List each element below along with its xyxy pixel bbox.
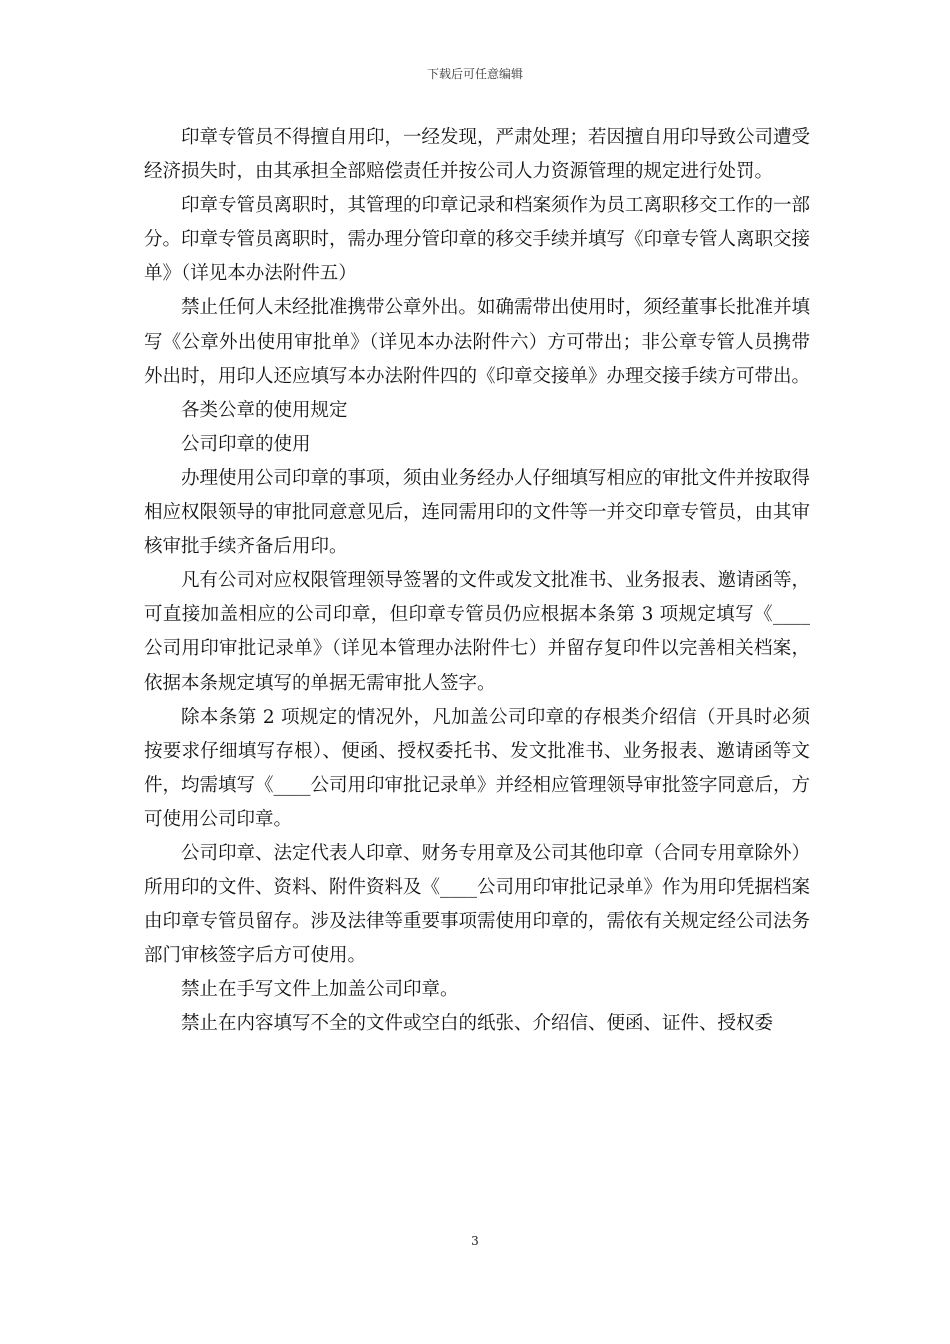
paragraph-approval-process: 办理使用公司印章的事项，须由业务经办人仔细填写相应的审批文件并按取得相应权限领导的审批同意意见后，连同需用印的文件等一并交印章专管员，由其审核审批手续齐备后用印。 bbox=[144, 467, 811, 558]
paragraph-record-requirement: 除本条第 2 项规定的情况外，凡加盖公司印章的存根类介绍信（开具时必须按要求仔细填写存根）、便函、授权委托书、发文批准书、业务报表、邀请函等文件，均需填写《____公司用印审批记录单》并经相应管理领导审批签字同意后，方可使用公司印章。 bbox=[144, 706, 811, 830]
paragraph-seal-carry-out: 禁止任何人未经批准携带公章外出。如确需带出使用时，须经董事长批准并填写《公章外出使用审批单》（详见本办法附件六）方可带出；非公章专管人员携带外出时，用印人还应填写本办法附件四的《印章交接单》办理交接手续方可带出。 bbox=[144, 297, 811, 387]
page-header: 下载后可任意编辑 bbox=[426, 67, 523, 81]
paragraph-keeper-resignation: 印章专管员离职时，其管理的印章记录和档案须作为员工离职移交工作的一部分。印章专管员离职时，需办理分管印章的移交手续并填写《印章专管人离职交接单》（详见本办法附件五） bbox=[144, 195, 811, 285]
paragraph-blank-document-ban: 禁止在内容填写不全的文件或空白的纸张、介绍信、便函、证件、授权委 bbox=[181, 1013, 774, 1035]
page-number: 3 bbox=[471, 1234, 479, 1248]
document-body bbox=[144, 121, 810, 1042]
paragraph-direct-stamping: 凡有公司对应权限管理领导签署的文件或发文批准书、业务报表、邀请函等，可直接加盖相应的公司印章，但印章专管员仍应根据本条第 3 项规定填写《____公司用印审批记录单》（详见本管理办法附件七）并留存复印件以完善相关档案，依据本条规定填写的单据无需审批人签字。 bbox=[144, 570, 811, 694]
subsection-heading-company-seal: 公司印章的使用 bbox=[181, 433, 311, 455]
paragraph-handwritten-ban: 禁止在手写文件上加盖公司印章。 bbox=[181, 979, 459, 1001]
paragraph-archive-retention: 公司印章、法定代表人印章、财务专用章及公司其他印章（合同专用章除外）所用印的文件、资料、附件资料及《____公司用印审批记录单》作为用印凭据档案由印章专管员留存。涉及法律等重要事项需使用印章的，需依有关规定经公司法务部门审核签字后方可使用。 bbox=[144, 842, 811, 967]
section-heading-usage-rules: 各类公章的使用规定 bbox=[181, 399, 348, 421]
paragraph-seal-misuse: 印章专管员不得擅自用印，一经发现，严肃处理；若因擅自用印导致公司遭受经济损失时，由其承担全部赔偿责任并按公司人力资源管理的规定进行处罚。 bbox=[144, 127, 811, 183]
